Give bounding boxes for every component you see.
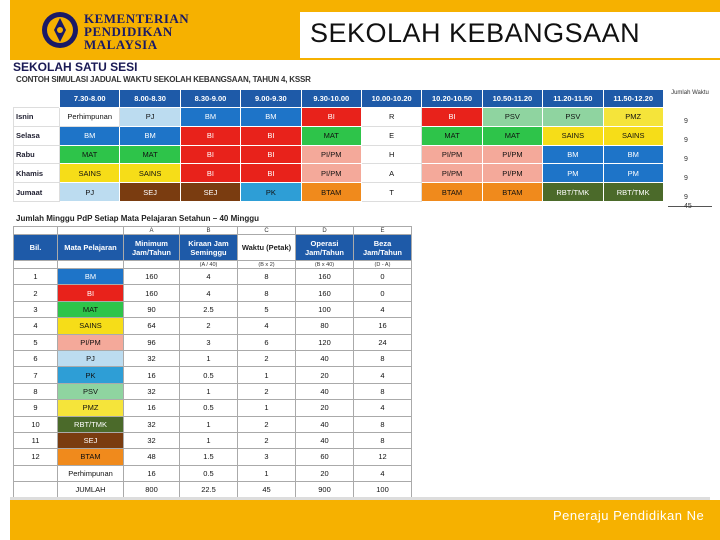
timetable-header-row [14, 90, 664, 108]
allocation-header-row [14, 235, 412, 261]
allocation-subject-cell: SAINS [58, 318, 124, 334]
allocation-bil-cell: 2 [14, 285, 58, 301]
timetable-cell: MAT [120, 145, 180, 164]
allocation-row [14, 350, 412, 366]
allocation-operasi-cell: 20 [296, 400, 354, 416]
allocation-bil-cell: 6 [14, 350, 58, 366]
allocation-kiraan-cell: 1.5 [180, 449, 238, 465]
ministry-crest-icon [40, 8, 80, 54]
timetable-cell: SAINS [120, 164, 180, 183]
allocation-beza-cell: 4 [354, 400, 412, 416]
allocation-operasi-cell: 40 [296, 383, 354, 399]
allocation-min-cell: 48 [124, 449, 180, 465]
allocation-kiraan-cell: 2.5 [180, 301, 238, 317]
timetable-cell: BI [241, 126, 301, 145]
allocation-row [14, 416, 412, 432]
timetable-cell: H [361, 145, 421, 164]
allocation-waktu-cell: 3 [238, 449, 296, 465]
allocation-kiraan-cell: 2 [180, 318, 238, 334]
formula-cell [14, 261, 58, 269]
letter-cell [14, 227, 58, 235]
timetable-cell: PI/PM [482, 145, 542, 164]
allocation-table [13, 226, 412, 498]
allocation-kiraan-cell: 3 [180, 334, 238, 350]
allocation-row [14, 400, 412, 416]
time-slot: 10.20-10.50 [422, 90, 482, 108]
timetable-cell: BI [241, 145, 301, 164]
day-label: Selasa [14, 126, 60, 145]
allocation-subject-cell: JUMLAH [58, 482, 124, 498]
allocation-subject-cell: PSV [58, 383, 124, 399]
allocation-beza-cell: 4 [354, 367, 412, 383]
day-label: Isnin [14, 108, 60, 127]
allocation-beza-cell: 24 [354, 334, 412, 350]
allocation-bil-cell: 8 [14, 383, 58, 399]
letter-cell: E [354, 227, 412, 235]
allocation-row [14, 285, 412, 301]
allocation-caption: Jumlah Minggu PdP Setiap Mata Pelajaran Setahun – 40 Minggu [16, 214, 260, 223]
allocation-min-cell: 32 [124, 383, 180, 399]
timetable-cell: A [361, 164, 421, 183]
allocation-bil-cell [14, 482, 58, 498]
timetable-cell: SAINS [60, 164, 120, 183]
allocation-waktu-cell: 4 [238, 318, 296, 334]
timetable-cell: SAINS [603, 126, 663, 145]
allocation-operasi-cell: 40 [296, 416, 354, 432]
allocation-kiraan-cell: 4 [180, 269, 238, 285]
formula-cell: (B x 2) [238, 261, 296, 269]
allocation-beza-cell: 4 [354, 301, 412, 317]
allocation-min-cell: 800 [124, 482, 180, 498]
timetable-cell: PI/PM [422, 145, 482, 164]
timetable-cell: BI [180, 126, 240, 145]
header-cell: Operasi Jam/Tahun [296, 235, 354, 261]
timetable-cell: PMZ [603, 108, 663, 127]
allocation-operasi-cell: 40 [296, 432, 354, 448]
ministry-line-3: MALAYSIA [84, 37, 158, 52]
allocation-beza-cell: 0 [354, 269, 412, 285]
timetable-corner [14, 90, 60, 108]
allocation-bil-cell: 1 [14, 269, 58, 285]
allocation-min-cell: 32 [124, 350, 180, 366]
time-slot: 9.00-9.30 [241, 90, 301, 108]
time-slot: 8.00-8.30 [120, 90, 180, 108]
time-slot: 7.30-8.00 [60, 90, 120, 108]
header-cell: Bil. [14, 235, 58, 261]
footer-tagline: Peneraju Pendidikan Ne [553, 508, 705, 523]
formula-cell: (A / 40) [180, 261, 238, 269]
header-cell: Beza Jam/Tahun [354, 235, 412, 261]
timetable-cell: BI [180, 164, 240, 183]
allocation-operasi-cell: 160 [296, 285, 354, 301]
allocation-min-cell: 16 [124, 465, 180, 481]
allocation-operasi-cell: 160 [296, 269, 354, 285]
allocation-row [14, 367, 412, 383]
allocation-kiraan-cell: 0.5 [180, 367, 238, 383]
allocation-min-cell: 90 [124, 301, 180, 317]
jumlah-waktu-value: 9 [684, 175, 688, 182]
allocation-bil-cell: 7 [14, 367, 58, 383]
allocation-subject-cell: MAT [58, 301, 124, 317]
allocation-waktu-cell: 1 [238, 465, 296, 481]
allocation-bil-cell: 4 [14, 318, 58, 334]
allocation-beza-cell: 16 [354, 318, 412, 334]
allocation-beza-cell: 8 [354, 432, 412, 448]
timetable-cell: BTAM [482, 183, 542, 202]
timetable-cell: PJ [60, 183, 120, 202]
allocation-subject-cell: RBT/TMK [58, 416, 124, 432]
allocation-waktu-cell: 2 [238, 432, 296, 448]
allocation-bil-cell: 5 [14, 334, 58, 350]
timetable-cell: PK [241, 183, 301, 202]
timetable-cell: R [361, 108, 421, 127]
timetable-caption: CONTOH SIMULASI JADUAL WAKTU SEKOLAH KEBANGSAAN, TAHUN 4, KSSR [16, 75, 311, 84]
column-letter-row [14, 227, 412, 235]
allocation-kiraan-cell: 4 [180, 285, 238, 301]
header-cell: Waktu (Petak) [238, 235, 296, 261]
allocation-subject-cell: SEJ [58, 432, 124, 448]
timetable-cell: BM [543, 145, 603, 164]
timetable-cell: BI [422, 108, 482, 127]
allocation-waktu-cell: 2 [238, 383, 296, 399]
letter-cell [58, 227, 124, 235]
timetable-cell: BM [180, 108, 240, 127]
formula-cell: (B x 40) [296, 261, 354, 269]
timetable-cell: BM [120, 126, 180, 145]
time-slot: 10.00-10.20 [361, 90, 421, 108]
allocation-subject-cell: BM [58, 269, 124, 285]
allocation-waktu-cell: 5 [238, 301, 296, 317]
letter-cell: A [124, 227, 180, 235]
allocation-operasi-cell: 900 [296, 482, 354, 498]
timetable-row [14, 145, 664, 164]
timetable-cell: T [361, 183, 421, 202]
timetable-cell: BI [180, 145, 240, 164]
allocation-row [14, 465, 412, 481]
allocation-bil-cell: 9 [14, 400, 58, 416]
allocation-waktu-cell: 8 [238, 285, 296, 301]
timetable-cell: MAT [301, 126, 361, 145]
allocation-waktu-cell: 1 [238, 367, 296, 383]
allocation-min-cell: 160 [124, 285, 180, 301]
timetable-cell: BM [60, 126, 120, 145]
allocation-bil-cell: 11 [14, 432, 58, 448]
allocation-subject-cell: BI [58, 285, 124, 301]
allocation-waktu-cell: 2 [238, 350, 296, 366]
timetable-cell: BM [241, 108, 301, 127]
time-slot: 8.30-9.00 [180, 90, 240, 108]
timetable-row [14, 183, 664, 202]
allocation-waktu-cell: 2 [238, 416, 296, 432]
allocation-kiraan-cell: 1 [180, 416, 238, 432]
timetable-cell: PJ [120, 108, 180, 127]
allocation-min-cell: 32 [124, 432, 180, 448]
header-cell: Minimum Jam/Tahun [124, 235, 180, 261]
allocation-row [14, 318, 412, 334]
allocation-kiraan-cell: 1 [180, 432, 238, 448]
allocation-kiraan-cell: 0.5 [180, 465, 238, 481]
timetable-cell: RBT/TMK [603, 183, 663, 202]
allocation-operasi-cell: 100 [296, 301, 354, 317]
allocation-operasi-cell: 20 [296, 465, 354, 481]
timetable-row [14, 126, 664, 145]
timetable-cell: MAT [482, 126, 542, 145]
timetable-cell: SEJ [120, 183, 180, 202]
timetable-cell: MAT [60, 145, 120, 164]
timetable-row [14, 164, 664, 183]
letter-cell: C [238, 227, 296, 235]
day-label: Rabu [14, 145, 60, 164]
timetable-cell: BTAM [301, 183, 361, 202]
allocation-row [14, 334, 412, 350]
timetable-cell: BM [603, 145, 663, 164]
allocation-min-cell: 96 [124, 334, 180, 350]
jumlah-waktu-value: 9 [684, 156, 688, 163]
jumlah-waktu-header: Jumlah Waktu [671, 90, 709, 96]
jumlah-waktu-value: 9 [684, 118, 688, 125]
jumlah-waktu-total: 45 [684, 203, 692, 210]
allocation-subject-cell: Perhimpunan [58, 465, 124, 481]
timetable-cell: PI/PM [301, 164, 361, 183]
allocation-bil-cell: 12 [14, 449, 58, 465]
day-label: Jumaat [14, 183, 60, 202]
timetable [13, 89, 664, 202]
allocation-row [14, 432, 412, 448]
time-slot: 11.20-11.50 [543, 90, 603, 108]
allocation-operasi-cell: 80 [296, 318, 354, 334]
timetable-row [14, 108, 664, 127]
timetable-cell: PSV [543, 108, 603, 127]
timetable-cell: PI/PM [422, 164, 482, 183]
allocation-row [14, 301, 412, 317]
day-label: Khamis [14, 164, 60, 183]
formula-cell [124, 261, 180, 269]
allocation-operasi-cell: 120 [296, 334, 354, 350]
time-slot: 10.50-11.20 [482, 90, 542, 108]
allocation-row [14, 383, 412, 399]
time-slot: 9.30-10.00 [301, 90, 361, 108]
allocation-min-cell: 16 [124, 400, 180, 416]
allocation-waktu-cell: 8 [238, 269, 296, 285]
allocation-subject-cell: PK [58, 367, 124, 383]
allocation-operasi-cell: 60 [296, 449, 354, 465]
allocation-bil-cell [14, 465, 58, 481]
formula-row [14, 261, 412, 269]
page-title: SEKOLAH KEBANGSAAN [310, 18, 641, 48]
allocation-subject-cell: BTAM [58, 449, 124, 465]
allocation-bil-cell: 3 [14, 301, 58, 317]
allocation-operasi-cell: 40 [296, 350, 354, 366]
time-slot: 11.50-12.20 [603, 90, 663, 108]
timetable-cell: SAINS [543, 126, 603, 145]
timetable-cell: PM [603, 164, 663, 183]
jumlah-waktu-value: 9 [684, 137, 688, 144]
timetable-cell: PSV [482, 108, 542, 127]
timetable-cell: Perhimpunan [60, 108, 120, 127]
ministry-wordmark [84, 12, 189, 51]
formula-cell [58, 261, 124, 269]
allocation-min-cell: 16 [124, 367, 180, 383]
allocation-beza-cell: 100 [354, 482, 412, 498]
allocation-beza-cell: 4 [354, 465, 412, 481]
timetable-cell: BI [301, 108, 361, 127]
timetable-cell: PI/PM [301, 145, 361, 164]
allocation-operasi-cell: 20 [296, 367, 354, 383]
timetable-cell: SEJ [180, 183, 240, 202]
allocation-kiraan-cell: 22.5 [180, 482, 238, 498]
allocation-min-cell: 160 [124, 269, 180, 285]
allocation-waktu-cell: 1 [238, 400, 296, 416]
allocation-kiraan-cell: 1 [180, 383, 238, 399]
allocation-row [14, 269, 412, 285]
timetable-cell: BTAM [422, 183, 482, 202]
letter-cell: D [296, 227, 354, 235]
allocation-subject-cell: PMZ [58, 400, 124, 416]
letter-cell: B [180, 227, 238, 235]
jumlah-waktu-value: 9 [684, 194, 688, 201]
allocation-bil-cell: 10 [14, 416, 58, 432]
allocation-beza-cell: 8 [354, 416, 412, 432]
timetable-cell: E [361, 126, 421, 145]
allocation-beza-cell: 0 [354, 285, 412, 301]
allocation-beza-cell: 12 [354, 449, 412, 465]
timetable-cell: MAT [422, 126, 482, 145]
timetable-cell: PM [543, 164, 603, 183]
allocation-subject-cell: PI/PM [58, 334, 124, 350]
allocation-min-cell: 64 [124, 318, 180, 334]
ministry-line-2: PENDIDIKAN [84, 24, 173, 39]
ministry-line-1: KEMENTERIAN [84, 11, 190, 26]
allocation-kiraan-cell: 1 [180, 350, 238, 366]
allocation-subject-cell: PJ [58, 350, 124, 366]
allocation-min-cell: 32 [124, 416, 180, 432]
allocation-kiraan-cell: 0.5 [180, 400, 238, 416]
header-cell: Kiraan Jam Seminggu [180, 235, 238, 261]
allocation-beza-cell: 8 [354, 350, 412, 366]
formula-cell: (D - A) [354, 261, 412, 269]
section-subheading: SEKOLAH SATU SESI [13, 60, 138, 74]
allocation-waktu-cell: 6 [238, 334, 296, 350]
timetable-cell: BI [241, 164, 301, 183]
allocation-row [14, 482, 412, 498]
timetable-cell: RBT/TMK [543, 183, 603, 202]
allocation-row [14, 449, 412, 465]
timetable-cell: PI/PM [482, 164, 542, 183]
allocation-waktu-cell: 45 [238, 482, 296, 498]
header-cell: Mata Pelajaran [58, 235, 124, 261]
allocation-beza-cell: 8 [354, 383, 412, 399]
